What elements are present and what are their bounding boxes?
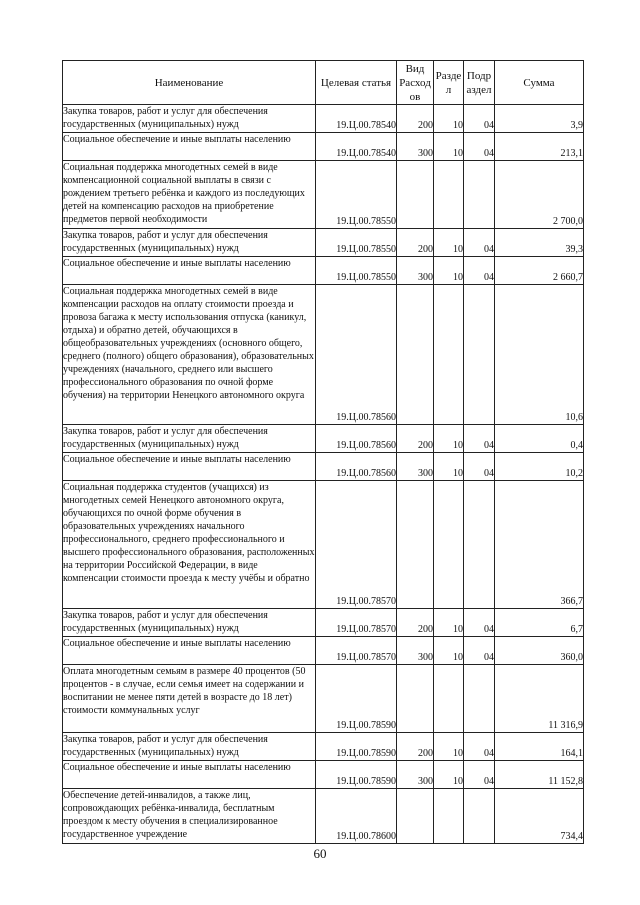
- table-row: [63, 257, 584, 285]
- cell-sum: 213,1: [495, 133, 584, 161]
- cell-name: Социальное обеспечение и иные выплаты населению: [63, 761, 316, 789]
- table-row: [63, 637, 584, 665]
- cell-sum: 2 660,7: [495, 257, 584, 285]
- cell-section: 10: [434, 733, 464, 761]
- cell-subsection: 04: [464, 105, 495, 133]
- cell-subsection: 04: [464, 229, 495, 257]
- table-row: [63, 665, 584, 733]
- table-row: [63, 285, 584, 425]
- header-type: Вид Расход ов: [397, 61, 434, 105]
- cell-name: Социальное обеспечение и иные выплаты населению: [63, 453, 316, 481]
- cell-sum: 164,1: [495, 733, 584, 761]
- cell-subsection: 04: [464, 761, 495, 789]
- cell-target: 19.Ц.00.78560: [316, 285, 397, 425]
- cell-type: 200: [397, 425, 434, 453]
- cell-name: Социальное обеспечение и иные выплаты населению: [63, 257, 316, 285]
- table-row: [63, 133, 584, 161]
- cell-name: Социальное обеспечение и иные выплаты населению: [63, 133, 316, 161]
- cell-name: Закупка товаров, работ и услуг для обеспечения государственных (муниципальных) нужд: [63, 229, 316, 257]
- cell-name: Социальная поддержка многодетных семей в виде компенсации расходов на оплату стоимости проезда и провоза багажа к месту использования отпуска (каникул, отдыха) и обратно детей, обучающихся в общеобразовательных учреждениях (основного общего, среднего (полного) общего образования), образовательных учреждениях (начального, среднего или высшего профессионального образования по очной форме обучения) на территории Ненецкого автономного округа: [63, 285, 316, 425]
- cell-subsection: 04: [464, 609, 495, 637]
- cell-sum: 39,3: [495, 229, 584, 257]
- cell-target: 19.Ц.00.78590: [316, 761, 397, 789]
- cell-section: [434, 789, 464, 844]
- table-row: [63, 425, 584, 453]
- cell-section: 10: [434, 229, 464, 257]
- cell-target: 19.Ц.00.78590: [316, 733, 397, 761]
- cell-section: 10: [434, 637, 464, 665]
- cell-sum: 2 700,0: [495, 161, 584, 229]
- cell-sum: 11 152,8: [495, 761, 584, 789]
- cell-target: 19.Ц.00.78570: [316, 637, 397, 665]
- cell-sum: 3,9: [495, 105, 584, 133]
- cell-section: 10: [434, 761, 464, 789]
- cell-section: 10: [434, 257, 464, 285]
- cell-subsection: [464, 481, 495, 609]
- table-row: [63, 733, 584, 761]
- cell-target: 19.Ц.00.78570: [316, 609, 397, 637]
- cell-target: 19.Ц.00.78550: [316, 229, 397, 257]
- cell-type: 300: [397, 257, 434, 285]
- cell-sum: 0,4: [495, 425, 584, 453]
- cell-type: 300: [397, 637, 434, 665]
- table-row: [63, 609, 584, 637]
- table-row: [63, 761, 584, 789]
- cell-name: Обеспечение детей-инвалидов, а также лиц, сопровождающих ребёнка-инвалида, бесплатным проездом к месту обучения в специализированное государственное учреждение: [63, 789, 316, 844]
- cell-section: [434, 481, 464, 609]
- cell-sum: 366,7: [495, 481, 584, 609]
- cell-sum: 10,2: [495, 453, 584, 481]
- cell-type: [397, 481, 434, 609]
- table-row: [63, 481, 584, 609]
- budget-table: [62, 60, 584, 844]
- cell-section: 10: [434, 425, 464, 453]
- cell-type: [397, 161, 434, 229]
- cell-target: 19.Ц.00.78560: [316, 425, 397, 453]
- cell-type: 200: [397, 105, 434, 133]
- cell-target: 19.Ц.00.78560: [316, 453, 397, 481]
- cell-subsection: 04: [464, 133, 495, 161]
- cell-name: Закупка товаров, работ и услуг для обеспечения государственных (муниципальных) нужд: [63, 425, 316, 453]
- cell-subsection: 04: [464, 453, 495, 481]
- cell-name: Оплата многодетным семьям в размере 40 процентов (50 процентов - в случае, если семья имеет на содержании и воспитании не менее пяти детей в возрасте до 18 лет) стоимости коммунальных услуг: [63, 665, 316, 733]
- cell-type: 200: [397, 733, 434, 761]
- cell-subsection: 04: [464, 733, 495, 761]
- cell-target: 19.Ц.00.78540: [316, 105, 397, 133]
- cell-subsection: [464, 285, 495, 425]
- cell-type: [397, 665, 434, 733]
- cell-name: Социальная поддержка многодетных семей в виде компенсационной социальной выплаты в связи с рождением третьего ребёнка и каждого из последующих детей на компенсацию расходов на приобретение предметов первой необходимости: [63, 161, 316, 229]
- table-row: [63, 161, 584, 229]
- cell-target: 19.Ц.00.78600: [316, 789, 397, 844]
- cell-target: 19.Ц.00.78550: [316, 161, 397, 229]
- table-row: [63, 453, 584, 481]
- cell-section: 10: [434, 453, 464, 481]
- cell-subsection: [464, 665, 495, 733]
- cell-subsection: [464, 789, 495, 844]
- cell-section: [434, 285, 464, 425]
- cell-name: Социальная поддержка студентов (учащихся) из многодетных семей Ненецкого автономного округа, обучающихся по очной форме обучения в образовательных учреждениях начального профессионального, среднего профессионального и высшего профессионального образования, расположенных на территории Российской Федерации, в виде компенсации стоимости проезда к месту учёбы и обратно: [63, 481, 316, 609]
- cell-type: [397, 789, 434, 844]
- cell-type: 300: [397, 453, 434, 481]
- cell-sum: 11 316,9: [495, 665, 584, 733]
- cell-name: Закупка товаров, работ и услуг для обеспечения государственных (муниципальных) нужд: [63, 105, 316, 133]
- header-target: Целевая статья: [316, 61, 397, 105]
- cell-sum: 10,6: [495, 285, 584, 425]
- header-sum: Сумма: [495, 61, 584, 105]
- cell-type: 300: [397, 133, 434, 161]
- table-row: [63, 105, 584, 133]
- table-row: [63, 229, 584, 257]
- header-name: Наименование: [63, 61, 316, 105]
- cell-type: 200: [397, 609, 434, 637]
- cell-sum: 360,0: [495, 637, 584, 665]
- cell-section: [434, 161, 464, 229]
- cell-name: Закупка товаров, работ и услуг для обеспечения государственных (муниципальных) нужд: [63, 609, 316, 637]
- cell-section: 10: [434, 609, 464, 637]
- cell-target: 19.Ц.00.78550: [316, 257, 397, 285]
- cell-sum: 734,4: [495, 789, 584, 844]
- cell-type: 300: [397, 761, 434, 789]
- cell-subsection: 04: [464, 425, 495, 453]
- cell-target: 19.Ц.00.78590: [316, 665, 397, 733]
- cell-subsection: 04: [464, 637, 495, 665]
- header-section: Разде л: [434, 61, 464, 105]
- header-row: [63, 61, 584, 105]
- header-subsection: Подр аздел: [464, 61, 495, 105]
- cell-section: 10: [434, 105, 464, 133]
- cell-target: 19.Ц.00.78540: [316, 133, 397, 161]
- cell-target: 19.Ц.00.78570: [316, 481, 397, 609]
- cell-section: [434, 665, 464, 733]
- cell-sum: 6,7: [495, 609, 584, 637]
- cell-type: 200: [397, 229, 434, 257]
- table-row: [63, 789, 584, 844]
- cell-section: 10: [434, 133, 464, 161]
- cell-name: Социальное обеспечение и иные выплаты населению: [63, 637, 316, 665]
- cell-type: [397, 285, 434, 425]
- cell-name: Закупка товаров, работ и услуг для обеспечения государственных (муниципальных) нужд: [63, 733, 316, 761]
- cell-subsection: 04: [464, 257, 495, 285]
- page-number: 60: [313, 846, 327, 861]
- cell-subsection: [464, 161, 495, 229]
